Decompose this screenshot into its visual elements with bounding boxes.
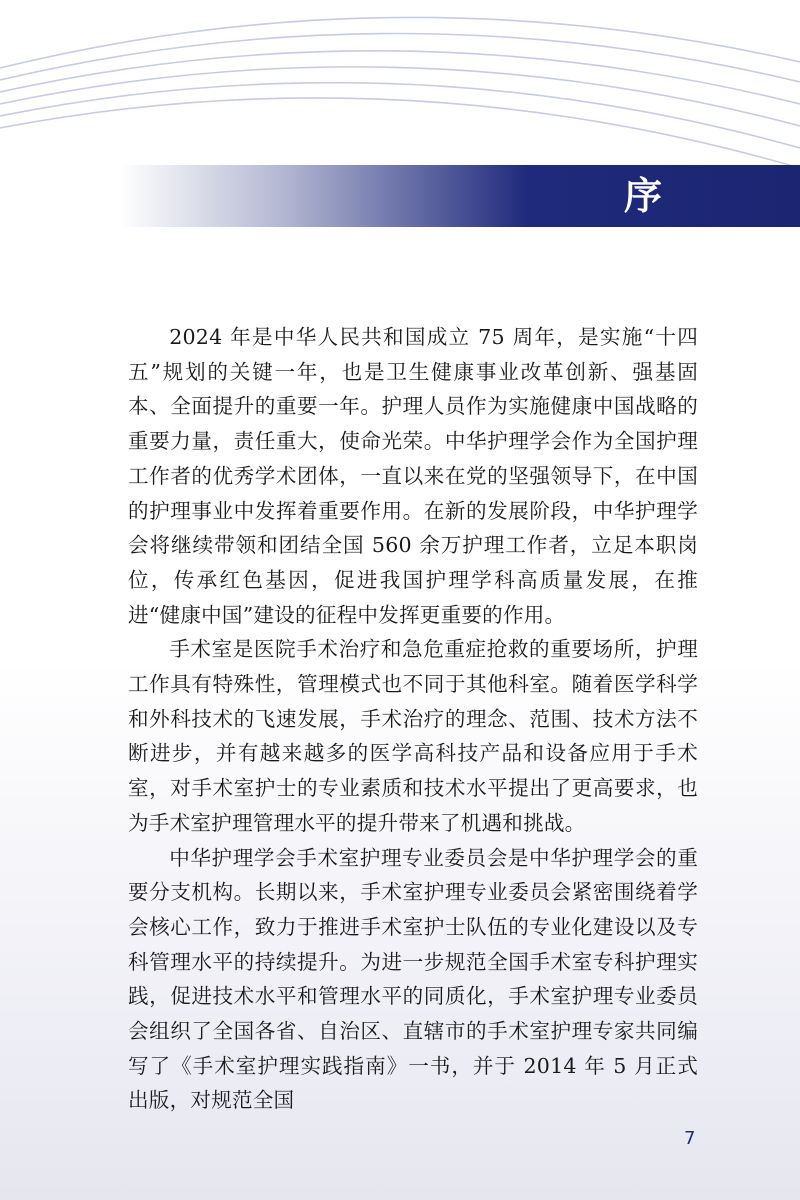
paragraph-1: 2024 年是中华人民共和国成立 75 周年，是实施“十四五”规划的关键一年，也是卫生健康事业改革创新、强基固本、全面提升的重要一年。护理人员作为实施健康中国战略的重要力量，责任重大，使命光荣。中华护理学会作为全国护理工作者的优秀学术团体，一直以来在党的坚强领导下，在中国的护理事业中发挥着重要作用。在新的发展阶段，中华护理学会将继续带领和团结全国 560 余万护理工作者，立足本职岗位，传承红色基因，促进我国护理学科高质量发展，在推进“健康中国”建设的征程中发挥更重要的作用。 xyxy=(128,325,698,627)
paragraph-3: 中华护理学会手术室护理专业委员会是中华护理学会的重要分支机构。长期以来，手术室护理专业委员会紧密围绕着学会核心工作，致力于推进手术室护士队伍的专业化建设以及专科管理水平的持续提升。为进一步规范全国手术室专科护理实践，促进技术水平和管理水平的同质化，手术室护理专业委员会组织了全国各省、自治区、直辖市的手术室护理专家共同编写了《手术室护理实践指南》一书，并于 2014 年 5 月正式出版，对规范全国 xyxy=(128,845,698,1113)
body-text xyxy=(128,320,698,1118)
paragraph-2: 手术室是医院手术治疗和急危重症抢救的重要场所，护理工作具有特殊性，管理模式也不同于其他科室。随着医学科学和外科技术的飞速发展，手术治疗的理念、范围、技术方法不断进步，并有越来越多的医学高科技产品和设备应用于手术室，对手术室护士的专业素质和技术水平提出了更高要求，也为手术室护理管理水平的提升带来了机遇和挑战。 xyxy=(128,637,698,835)
page-title: 序 xyxy=(623,173,662,218)
decorative-arc-lines xyxy=(0,0,800,170)
page-number: 7 xyxy=(684,1128,696,1149)
title-banner xyxy=(120,165,800,227)
